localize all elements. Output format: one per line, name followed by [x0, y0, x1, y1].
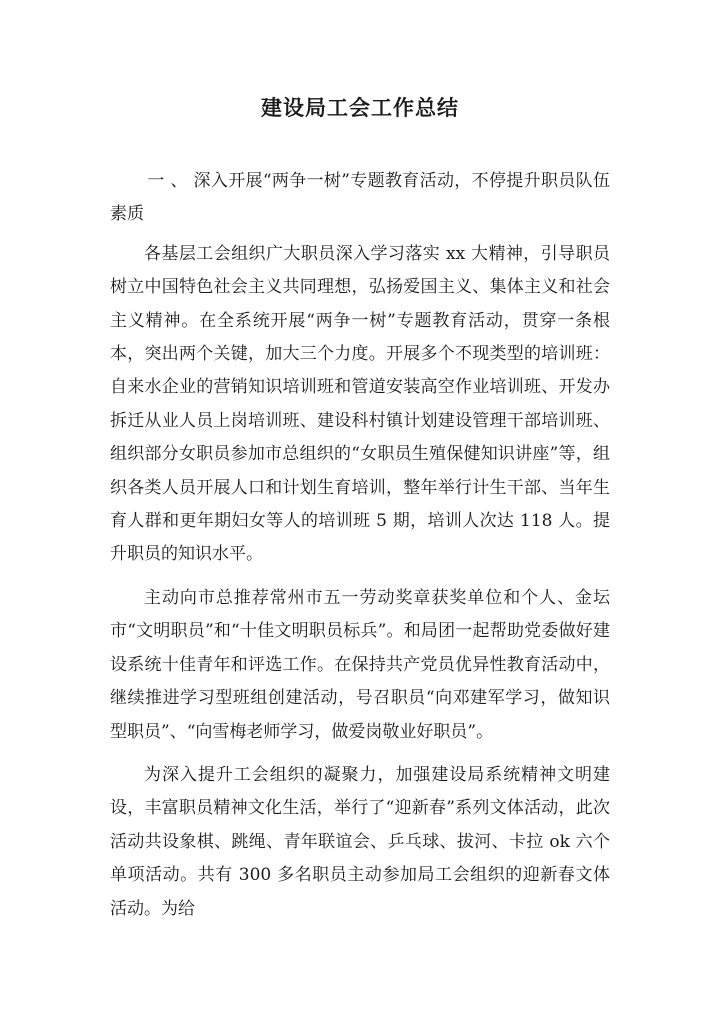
document-body: [110, 165, 610, 936]
section-heading: 一 、 深入开展“两争一树”专题教育活动，不停提升职员队伍素质: [110, 171, 610, 225]
paragraph: 各基层工会组织广大职员深入学习落实 xx 大精神，引导职员树立中国特色社会主义共同理想，弘扬爱国主义、集体主义和社会主义精神。在全系统开展“两争一树”专题教育活动，贯穿一条根本，突出两个关键，加大三个力度。开展多个不现类型的培训班：自来水企业的营销知识培训班和管道安装高空作业培训班、开发办拆迁从业人员上岗培训班、建设科村镇计划建设管理干部培训班、组织部分女职员参加市总组织的“女职员生殖保健知识讲座”等，组织各类人员开展人口和计划生育培训，整年举行计生干部、当年生育人群和更年期妇女等人的培训班 5 期，培训人次达 118 人。提升职员的知识水平。: [110, 243, 610, 565]
document-title: 建设局工会工作总结: [261, 95, 459, 120]
paragraph: 为深入提升工会组织的凝聚力，加强建设局系统精神文明建设，丰富职员精神文化生活，举行了“迎新春”系列文体活动，此次活动共设象棋、跳绳、青年联谊会、乒乓球、拔河、卡拉 ok 六个单项活动。共有 300 多名职员主动参加局工会组织的迎新春文体活动。为给: [110, 764, 610, 919]
paragraph: 主动向市总推荐常州市五一劳动奖章获奖单位和个人、金坛市“文明职员”和“十佳文明职员标兵”。和局团一起帮助党委做好建设系统十佳青年和评选工作。在保持共产党员优异性教育活动中，继续推进学习型班组创建活动，号召职员“向邓建军学习，做知识型职员”、“向雪梅老师学习，做爱岗敬业好职员”。: [110, 587, 610, 742]
